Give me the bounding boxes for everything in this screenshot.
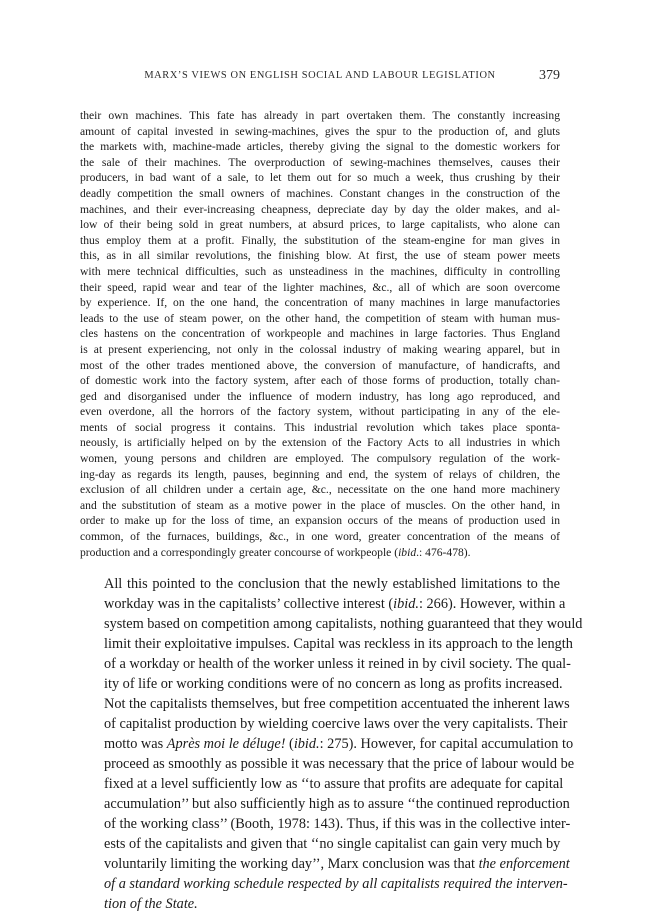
quote-line-text: thus employ them at a profit. Finally, the substitution of the steam-engine for man gives in <box>80 233 560 247</box>
quote-line <box>80 467 560 483</box>
quote-line-text: even overdone, all the horrors of the factory system, without participating in any of the ele- <box>80 405 560 419</box>
body-text-segment: Not the capitalists themselves, but free competition accentuated the inherent laws <box>104 696 570 712</box>
quote-line <box>80 326 560 342</box>
quote-line <box>80 451 560 467</box>
body-text-fragment: ( <box>285 736 294 752</box>
body-text-segment: fixed at a level sufficiently low as ‘‘to assure that profits are adequate for capital <box>104 776 564 792</box>
quote-last-text: production and a correspondingly greater concourse of workpeople ( <box>80 545 399 559</box>
body-line <box>80 674 563 694</box>
ibid-citation: ibid. <box>293 736 320 752</box>
body-text-segment <box>80 734 573 754</box>
quote-line <box>80 404 560 420</box>
quote-line <box>80 358 560 374</box>
quote-line-text: cles hastens on the concentration of workpeople and machines in large factories. Thus England <box>80 327 560 341</box>
quote-line-text: the markets with, machine-made articles, thereby giving the signal to the domestic workers for <box>80 140 560 154</box>
body-line <box>80 694 570 714</box>
body-line <box>80 614 583 634</box>
body-text-fragment: workday was in the capitalists’ collective interest ( <box>104 596 394 612</box>
quote-line-text: machines, and their ever-increasing cheapness, depreciate day by day the older makes, and al- <box>80 202 560 216</box>
body-line <box>80 834 560 854</box>
body-line <box>80 774 564 794</box>
quote-line <box>80 170 560 186</box>
quote-line <box>80 264 560 280</box>
quote-line-text: this, as in all similar revolutions, the finishing blow. At first, the use of steam power meets <box>80 249 560 263</box>
body-line <box>80 594 566 614</box>
body-text-segment: ests of the capitalists and given that ‘‘no single capitalist can gain very much by <box>104 836 561 852</box>
quote-line-text: order to make up for the loss of time, an expansion occurs of the means of production used in <box>80 514 560 528</box>
body-line <box>80 574 560 594</box>
quote-line-text: low of their being sold in great numbers, at absurd prices, to large capitalists, who alone can <box>80 218 560 232</box>
quote-line-text: deadly competition the small owners of machines. Constant changes in the construction of the <box>80 186 560 200</box>
quote-line <box>80 529 560 545</box>
quote-line <box>80 186 560 202</box>
quote-line-text: amount of capital invested in sewing-machines, gives the spur to the production of, and gluts <box>80 124 560 138</box>
french-motto: Après moi le déluge! <box>166 736 286 752</box>
quote-line-text: is at present experiencing, not only in the colossal industry of making wearing apparel, but in <box>80 342 560 356</box>
body-text-segment: of a workday or health of the worker unless it reined in by civil society. The qual- <box>104 656 571 672</box>
quote-line-text: exclusion of all children under a certain age, &c., necessitate on the one hand more machinery <box>80 483 560 497</box>
body-text-segment: limit their exploitative impulses. Capital was reckless in its approach to the length <box>104 636 573 652</box>
quote-line-text: ing-day as regards its length, pauses, beginning and end, the system of relays of children, the <box>80 467 560 481</box>
body-line <box>80 814 571 834</box>
body-text-fragment: : 266). However, within a <box>418 596 566 612</box>
block-quote <box>80 108 560 560</box>
quote-line <box>80 139 560 155</box>
ibid-citation: ibid <box>398 545 417 559</box>
quote-line-text: common, of the furnaces, buildings, &c., in one word, greater concentration of the means of <box>80 530 560 544</box>
quote-line <box>80 280 560 296</box>
body-line <box>80 794 570 814</box>
body-text-segment: system based on competition among capitalists, nothing guaranteed that they would <box>104 616 583 632</box>
running-head: MARX’S VIEWS ON ENGLISH SOCIAL AND LABOUR LEGISLATION <box>144 70 496 81</box>
emphasized-text: tion of the State. <box>104 896 198 912</box>
quote-line-text: by experience. If, on the one hand, the concentration of many machines in large manufactories <box>80 296 560 310</box>
quote-line-text: their own machines. This fate has already in part overtaken them. The constantly increasing <box>80 109 560 122</box>
quote-last-line <box>80 545 560 561</box>
emphasized-text: of a standard working schedule respected by all capitalists required the interven- <box>104 876 568 892</box>
body-text-segment: proceed as smoothly as possible it was necessary that the price of labour would be <box>104 756 575 772</box>
quote-line-text: women, young persons and children are employed. The compulsory regulation of the work- <box>80 452 560 466</box>
body-text-fragment: voluntarily limiting the working day’’, Marx conclusion was that <box>104 856 479 872</box>
body-line <box>80 734 574 754</box>
page-number: 379 <box>539 68 560 83</box>
quote-line <box>80 311 560 327</box>
body-text-segment: ity of life or working conditions were of no concern as long as profits increased. <box>104 676 563 692</box>
body-text-segment: of the working class’’ (Booth, 1978: 143). Thus, if this was in the collective inter- <box>104 816 571 832</box>
quote-line <box>80 513 560 529</box>
quote-line <box>80 435 560 451</box>
body-line <box>80 894 560 914</box>
quote-line-text: the sale of their machines. The overproduction of sewing-machines themselves, causes their <box>80 155 560 169</box>
quote-line-text: neously, is artificially helped on by the extension of the Factory Acts to all industries in which <box>80 436 560 450</box>
ibid-citation: ibid. <box>393 596 419 612</box>
quote-line-text: most of the other trades mentioned above, the conversion of manufacture, of handicrafts, and <box>80 358 560 372</box>
body-line <box>80 654 571 674</box>
quote-line <box>80 498 560 514</box>
body-text-fragment: : 275). However, for capital accumulation to <box>319 736 574 752</box>
body-line <box>80 874 568 894</box>
body-text-segment: All this pointed to the conclusion that the newly established limitations to the <box>104 576 560 592</box>
quote-line-text: leads to the use of steam power, on the other hand, the competition of steam with human mus- <box>80 311 560 325</box>
body-text-segment <box>80 854 570 874</box>
quote-line <box>80 420 560 436</box>
quote-line <box>80 482 560 498</box>
body-text-fragment: motto was <box>104 736 167 752</box>
quote-line <box>80 342 560 358</box>
body-text-segment: accumulation’’ but also sufficiently high as to assure ‘‘the continued reproduction <box>104 796 570 812</box>
quote-line-text: of domestic work into the factory system, after each of those forms of production, totally chan- <box>80 374 560 388</box>
quote-line <box>80 389 560 405</box>
quote-line <box>80 248 560 264</box>
quote-line <box>80 373 560 389</box>
quote-line-text: and the substitution of steam as a motive power in the place of muscles. On the other hand, in <box>80 498 560 512</box>
body-line <box>80 714 568 734</box>
quote-line <box>80 155 560 171</box>
quote-line-text: ged and disorganised under the influence of modern industry, has long ago reproduced, and <box>80 389 560 403</box>
body-line <box>80 854 570 874</box>
body-paragraph <box>80 574 583 914</box>
quote-line-text: their speed, rapid wear and tear of the lighter machines, &c., all of which are soon overcome <box>80 280 560 294</box>
quote-line <box>80 217 560 233</box>
quote-line <box>80 295 560 311</box>
quote-line <box>80 202 560 218</box>
body-text-segment <box>80 594 565 614</box>
quote-line-text: ments of social progress it contains. This industrial revolution which takes place sponta- <box>80 420 560 434</box>
quote-last-pages: .: 476-478). <box>416 545 471 559</box>
emphasized-text: the enforcement <box>478 856 570 872</box>
body-line <box>80 634 573 654</box>
quote-line-text: producers, in bad want of a sale, to let them out for so much a week, thus crushing by their <box>80 171 560 185</box>
quote-line-text: with mere technical difficulties, such as unsteadiness in the machines, difficulty in controlling <box>80 264 560 278</box>
quote-line <box>80 108 560 124</box>
quote-line <box>80 233 560 249</box>
body-text-segment: of capitalist production by wielding coercive laws over the very capitalists. Their <box>104 716 568 732</box>
quote-line <box>80 124 560 140</box>
body-line <box>80 754 575 774</box>
